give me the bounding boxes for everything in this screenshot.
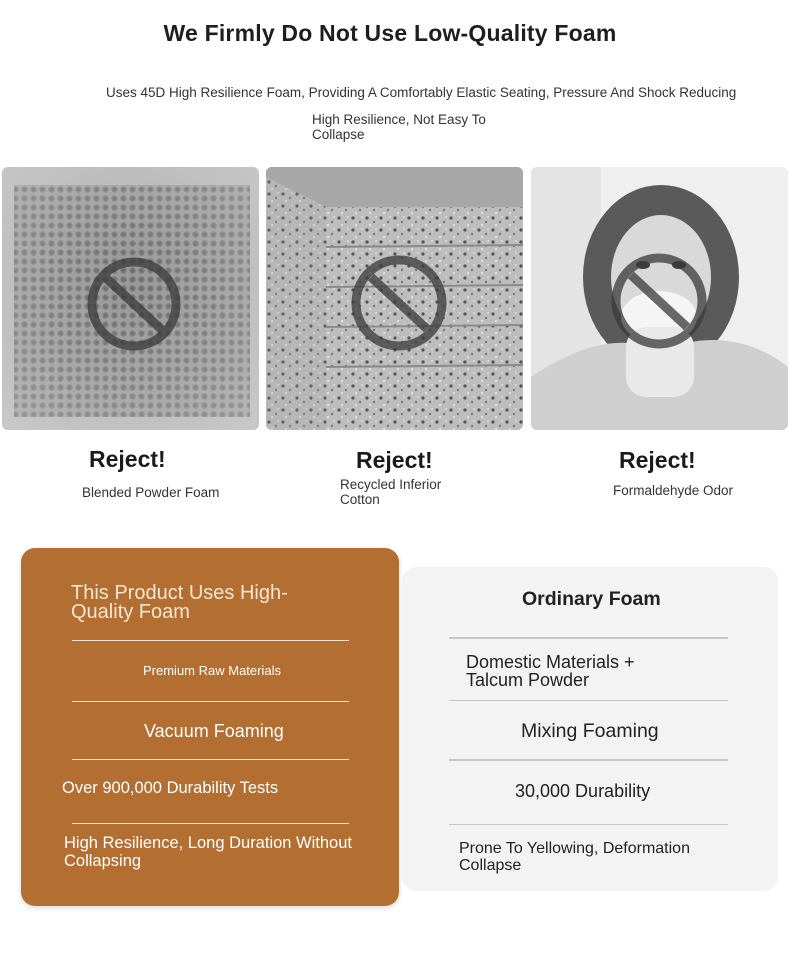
reject-heading-2: Reject! <box>356 447 433 473</box>
reject-caption-3: Formaldehyde Odor <box>613 483 734 498</box>
ordinary-item-4: Prone To Yellowing, Deformation Collapse <box>459 840 690 874</box>
divider <box>449 637 728 639</box>
divider <box>72 759 349 760</box>
divider <box>72 701 349 702</box>
quality-item-2: Vacuum Foaming <box>144 721 284 741</box>
foam-sponge-photo <box>2 167 259 430</box>
divider <box>72 823 349 824</box>
divider <box>449 824 728 825</box>
quality-item-4: High Resilience, Long Duration Without Collapsing <box>64 834 352 870</box>
reject-caption-1: Blended Powder Foam <box>82 485 220 500</box>
divider <box>72 640 349 641</box>
ordinary-card-title: Ordinary Foam <box>522 588 661 610</box>
ordinary-item-3: 30,000 Durability <box>515 781 651 801</box>
ordinary-item-1: Domestic Materials + Talcum Powder <box>466 652 635 690</box>
subtitle-line1: Uses 45D High Resilience Foam, Providing A Comfortably Elastic Seating, Pressure And Shock Reducing <box>106 85 737 100</box>
quality-card-title: This Product Uses High-Quality Foam <box>71 582 288 623</box>
divider <box>449 759 728 761</box>
girl-covering-nose-photo <box>531 167 788 430</box>
ordinary-foam-card <box>402 567 778 891</box>
subtitle-line2: High Resilience, Not Easy To Collapse <box>312 112 486 142</box>
quality-foam-card <box>21 548 399 906</box>
recycled-foam-photo <box>266 167 523 430</box>
reject-heading-1: Reject! <box>89 446 166 472</box>
divider <box>449 700 728 701</box>
quality-item-3: Over 900,000 Durability Tests <box>62 779 279 797</box>
ordinary-item-2: Mixing Foaming <box>521 720 659 742</box>
quality-item-1: Premium Raw Materials <box>143 663 281 678</box>
page-title: We Firmly Do Not Use Low-Quality Foam <box>163 20 617 46</box>
reject-caption-2: Recycled Inferior Cotton <box>340 477 442 507</box>
reject-heading-3: Reject! <box>619 447 696 473</box>
